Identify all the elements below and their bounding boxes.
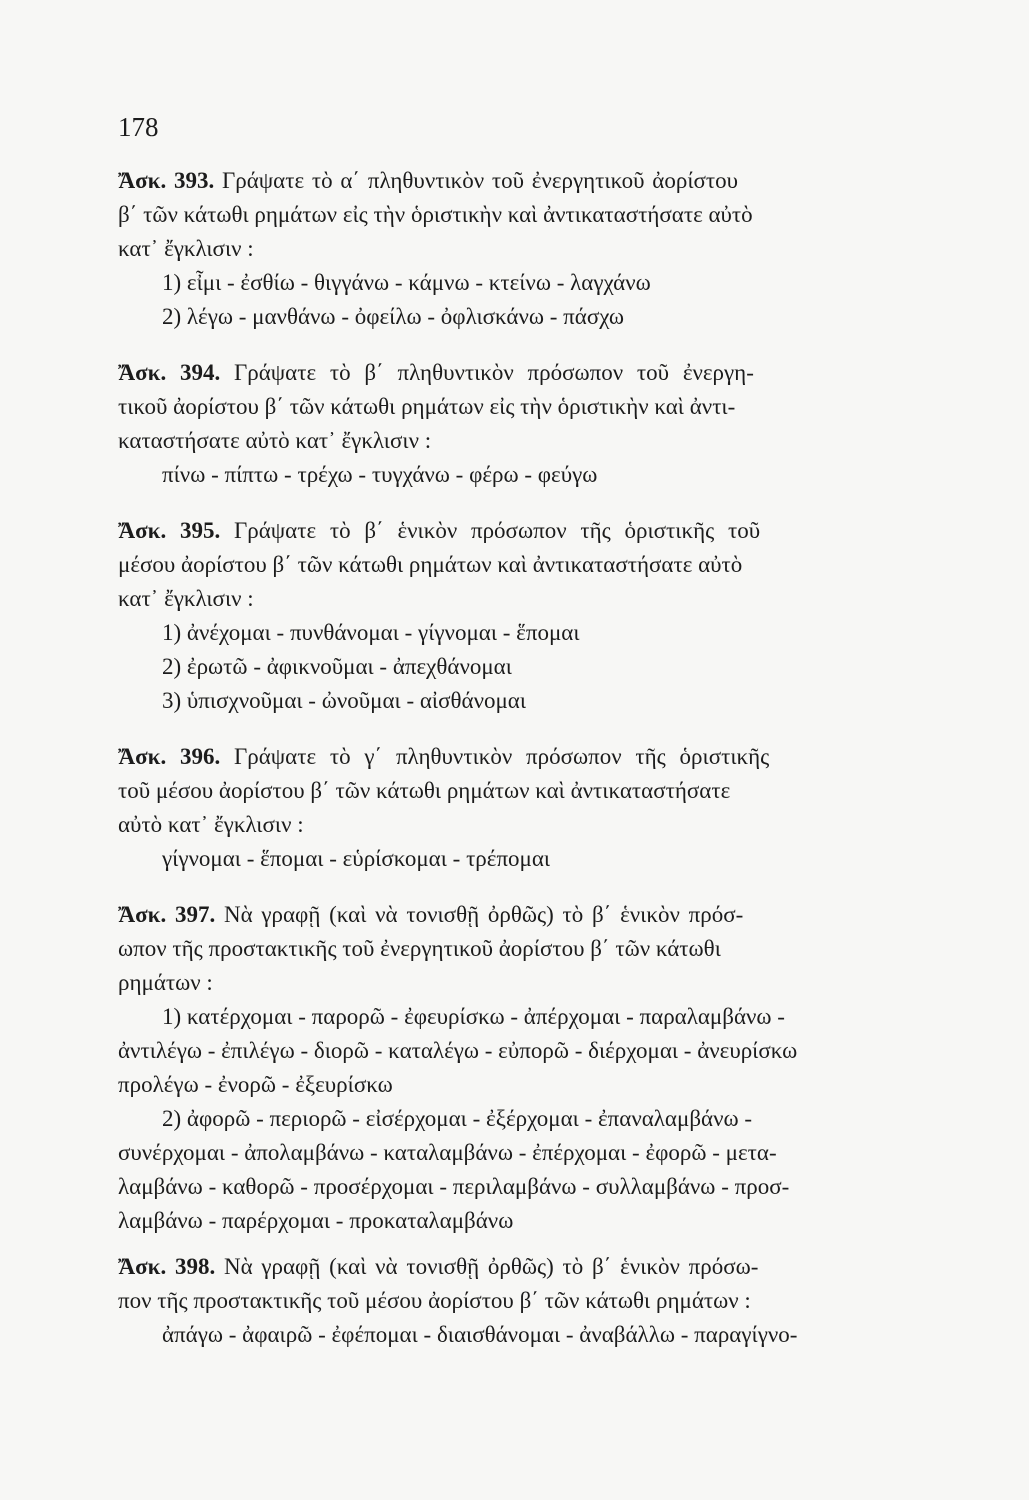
exercise-text: Νὰ γραφῇ (καὶ νὰ τονισθῇ ὀρθῶς) τὸ β΄ ἑνικὸν πρόσ-: [223, 902, 744, 927]
exercise-text: Γράψατε τὸ α΄ πληθυντικὸν τοῦ ἐνεργητικοῦ ἀορίστου: [221, 168, 739, 193]
verb-list: ἀντιλέγω - ἐπιλέγω - διορῶ - καταλέγω - εὐπορῶ - διέρχομαι - ἀνευρίσκω: [118, 1038, 798, 1063]
verb-list: 1) κατέρχομαι - παρορῶ - ἐφευρίσκω - ἀπέρχομαι - παραλαμβάνω -: [162, 1004, 785, 1029]
exercise-395: [118, 514, 948, 718]
exercise-text: τοῦ μέσου ἀορίστου β΄ τῶν κάτωθι ρημάτων καὶ ἀντικαταστήσατε: [118, 778, 731, 803]
exercise-397: [118, 898, 948, 1238]
exercise-396: [118, 740, 948, 876]
exercise-text: Γράψατε τὸ β΄ πληθυντικὸν πρόσωπον τοῦ ἐνεργη-: [233, 360, 754, 385]
verb-list: 2) λέγω - μανθάνω - ὀφείλω - ὀφλισκάνω - πάσχω: [162, 304, 625, 329]
exercise-text: μέσου ἀορίστου β΄ τῶν κάτωθι ρημάτων καὶ ἀντικαταστήσατε αὐτὸ: [118, 552, 743, 577]
verb-list: 1) εἶμι - ἐσθίω - θιγγάνω - κάμνω - κτείνω - λαγχάνω: [162, 270, 651, 295]
exercise-text: τικοῦ ἀορίστου β΄ τῶν κάτωθι ρημάτων εἰς τὴν ὁριστικὴν καὶ ἀντι-: [118, 394, 736, 419]
exercise-label: Ἄσκ. 398.: [118, 1254, 216, 1279]
verb-list: λαμβάνω - παρέρχομαι - προκαταλαμβάνω: [118, 1208, 514, 1233]
verb-list: 1) ἀνέχομαι - πυνθάνομαι - γίγνομαι - ἕπομαι: [162, 620, 580, 645]
exercise-text: κατ᾽ ἔγκλισιν :: [118, 236, 254, 261]
verb-list: γίγνομαι - ἕπομαι - εὑρίσκομαι - τρέπομαι: [162, 846, 551, 871]
verb-list: πίνω - πίπτω - τρέχω - τυγχάνω - φέρω - φεύγω: [162, 462, 598, 487]
exercise-text: ωπον τῆς προστακτικῆς τοῦ ἐνεργητικοῦ ἀορίστου β΄ τῶν κάτωθι: [118, 936, 721, 961]
exercise-text: Νὰ γραφῇ (καὶ νὰ τονισθῇ ὀρθῶς) τὸ β΄ ἑνικὸν πρόσω-: [223, 1254, 759, 1279]
exercise-text: Γράψατε τὸ β΄ ἑνικὸν πρόσωπον τῆς ὁριστικῆς τοῦ: [233, 518, 761, 543]
page-number: 178: [118, 112, 159, 142]
verb-list: προλέγω - ἐνορῶ - ἐξευρίσκω: [118, 1072, 393, 1097]
exercise-text: κατ᾽ ἔγκλισιν :: [118, 586, 254, 611]
exercise-393: [118, 164, 948, 334]
exercise-394: [118, 356, 948, 492]
exercise-text: β΄ τῶν κάτωθι ρημάτων εἰς τὴν ὁριστικὴν καὶ ἀντικαταστήσατε αὐτὸ: [118, 202, 753, 227]
verb-list: συνέρχομαι - ἀπολαμβάνω - καταλαμβάνω - ἐπέρχομαι - ἐφορῶ - μετα-: [118, 1140, 777, 1165]
verb-list: λαμβάνω - καθορῶ - προσέρχομαι - περιλαμβάνω - συλλαμβάνω - προσ-: [118, 1174, 790, 1199]
exercise-label: Ἄσκ. 393.: [118, 168, 215, 193]
exercise-label: Ἄσκ. 395.: [118, 518, 221, 543]
exercise-label: Ἄσκ. 394.: [118, 360, 221, 385]
verb-list: 2) ἐρωτῶ - ἀφικνοῦμαι - ἀπεχθάνομαι: [162, 654, 512, 679]
exercise-text: αὐτὸ κατ᾽ ἔγκλισιν :: [118, 812, 304, 837]
exercise-text: ρημάτων :: [118, 970, 213, 995]
exercise-label: Ἄσκ. 396.: [118, 744, 221, 769]
exercise-label: Ἄσκ. 397.: [118, 902, 216, 927]
exercise-text: καταστήσατε αὐτὸ κατ᾽ ἔγκλισιν :: [118, 428, 432, 453]
verb-list: ἀπάγω - ἀφαιρῶ - ἐφέπομαι - διαισθάνομαι - ἀναβάλλω - παραγίγνο-: [162, 1322, 798, 1347]
verb-list: 3) ὑπισχνοῦμαι - ὠνοῦμαι - αἰσθάνομαι: [162, 688, 527, 713]
exercise-text: πον τῆς προστακτικῆς τοῦ μέσου ἀορίστου β΄ τῶν κάτωθι ρημάτων :: [118, 1288, 751, 1313]
exercise-398: [118, 1250, 948, 1352]
exercise-text: Γράψατε τὸ γ΄ πληθυντικὸν πρόσωπον τῆς ὁριστικῆς: [233, 744, 770, 769]
verb-list: 2) ἀφορῶ - περιορῶ - εἰσέρχομαι - ἐξέρχομαι - ἐπαναλαμβάνω -: [162, 1106, 753, 1131]
